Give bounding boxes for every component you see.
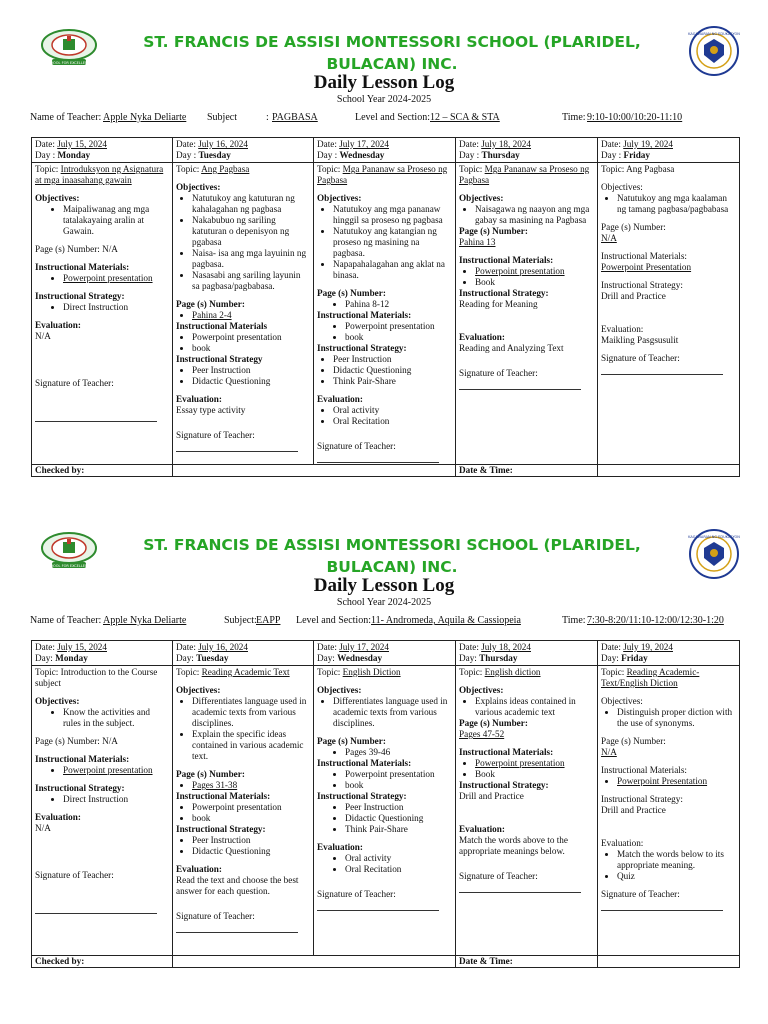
material-item: • Powerpoint presentation <box>192 332 310 343</box>
strategy-item: • Peer Instruction <box>192 835 310 846</box>
strategy-item: • Peer Instruction <box>192 365 310 376</box>
strategy-label: Instructional Strategy: <box>35 291 125 301</box>
materials-label: Instructional Materials: <box>35 262 130 272</box>
material-item: • book <box>345 780 452 791</box>
signature-label: Signature of Teacher: <box>317 441 396 451</box>
strategy-label: Instructional Strategy: <box>317 343 407 353</box>
level-value: 12 – SCA & STA <box>430 112 500 123</box>
strategy-label: Instructional Strategy: <box>459 780 549 790</box>
topic: Topic: Ang Pagbasa <box>176 164 250 174</box>
strategy-item: • Didactic Questioning <box>345 813 452 824</box>
signature-label: Signature of Teacher: <box>459 871 538 881</box>
evaluation-value: Read the text and choose the best answer for each question. <box>176 875 299 896</box>
date-value: July 16, 2024 <box>198 139 248 149</box>
objective-item: • Natutukoy ang mga pananaw hinggil sa proseso ng pagbasa <box>333 204 452 226</box>
date-cell: Date: July 17, 2024 Day: Wednesday <box>314 641 456 666</box>
day-value: Friday <box>623 150 650 160</box>
signature-label: Signature of Teacher: <box>601 889 680 899</box>
objectives-label: Objectives: <box>317 193 362 203</box>
content-row <box>32 163 740 465</box>
friday-cell <box>598 666 740 956</box>
day-value: Wednesday <box>339 150 385 160</box>
evaluation-label: Evaluation: <box>317 842 363 852</box>
page-number-value: • Pahina 2-4 <box>192 310 310 321</box>
evaluation-value: Maikling Pasgsusulit <box>601 335 679 345</box>
signature-line <box>601 900 723 911</box>
objective-item: • Natutukoy ang mga kaalaman ng tamang pagbasa/pagbabasa <box>617 193 736 215</box>
evaluation-label: Evaluation: <box>35 812 81 822</box>
material-item: • book <box>192 813 310 824</box>
evaluation-value: Essay type activity <box>176 405 246 415</box>
evaluation-item: • Oral activity <box>345 853 452 864</box>
time-label: Time: <box>562 615 586 626</box>
subject-label: Subject: <box>224 615 257 626</box>
materials-label: Instructional Materials: <box>35 754 130 764</box>
signature-line <box>317 900 439 911</box>
teacher-label: Name of Teacher: <box>30 112 102 123</box>
date-cell: Date: July 16, 2024 Day : Tuesday <box>173 138 314 163</box>
evaluation-item: • Oral activity <box>333 405 452 416</box>
material-item: • Powerpoint presentation <box>63 765 169 776</box>
objective-item: • Naisa- isa ang mga layuinin ng pagbasa. <box>192 248 310 270</box>
objective-item: • Napapahalagahan ang aklat na binasa. <box>333 259 452 281</box>
left-seal-text: SCHOOL FOR EXCELLENCE <box>45 61 93 65</box>
day-value: Monday <box>55 653 88 663</box>
page-title: Daily Lesson Log <box>313 72 455 93</box>
date-cell: Date: July 15, 2024 Day: Monday <box>32 641 173 666</box>
objectives-label: Objectives: <box>35 696 80 706</box>
strategy-label: Instructional Strategy <box>176 354 263 364</box>
date-cell: Date: July 16, 2024 Day: Tuesday <box>173 641 314 666</box>
date-value: July 17, 2024 <box>339 139 389 149</box>
strategy-label: Instructional Strategy: <box>35 783 125 793</box>
evaluation-value: Reading and Analyzing Text <box>459 343 564 353</box>
evaluation-value: N/A <box>35 823 51 833</box>
evaluation-label: Evaluation: <box>317 394 363 404</box>
checked-by-label: Checked by: <box>32 956 173 968</box>
page-number-value: • Pages 31-38 <box>192 780 310 791</box>
page-number-label: Page (s) Number: <box>601 736 666 746</box>
date-value: July 18, 2024 <box>481 139 531 149</box>
objectives-label: Objectives: <box>176 182 221 192</box>
wednesday-cell <box>314 163 456 465</box>
thursday-cell <box>456 666 598 956</box>
material-item: • Powerpoint presentation <box>345 769 452 780</box>
signature-line <box>176 922 298 933</box>
strategy-item: • Peer Instruction <box>345 802 452 813</box>
page-number-value: • Pahina 8-12 <box>345 299 452 310</box>
materials-label: Instructional Materials: <box>317 758 412 768</box>
date-row <box>32 138 740 163</box>
teacher-name: Apple Nyka Deliarte <box>103 112 187 123</box>
evaluation-label: Evaluation: <box>459 332 505 342</box>
topic: Topic: Mga Pananaw sa Proseso ng Pagbasa <box>459 164 590 185</box>
signature-label: Signature of Teacher: <box>459 368 538 378</box>
materials-label: Instructional Materials <box>176 321 268 331</box>
school-header <box>0 525 768 575</box>
strategy-value: Reading for Meaning <box>459 299 538 309</box>
signature-label: Signature of Teacher: <box>35 378 114 388</box>
objectives-label: Objectives: <box>459 685 504 695</box>
lesson-log-table <box>31 640 740 968</box>
subject-value: PAGBASA <box>272 112 318 123</box>
strategy-item: • Direct Instruction <box>63 794 169 805</box>
signature-label: Signature of Teacher: <box>601 353 680 363</box>
strategy-label: Instructional Strategy: <box>601 794 683 804</box>
objectives-label: Objectives: <box>317 685 362 695</box>
time-value: 9:10-10:00/10:20-11:10 <box>587 112 683 123</box>
materials-label: Instructional Materials: <box>601 765 687 775</box>
day-value: Monday <box>57 150 91 160</box>
date-value: July 18, 2024 <box>481 642 531 652</box>
school-name: ST. FRANCIS DE ASSISI MONTESSORI SCHOOL (PLARIDEL, BULACAN) INC. <box>143 33 641 73</box>
objective-item: • Naisagawa ng naayon ang mga gabay sa masining na Pagbasa <box>475 204 594 226</box>
signature-line <box>35 411 157 422</box>
strategy-item: • Think Pair-Share <box>333 376 452 387</box>
objectives-label: Objectives: <box>459 193 504 203</box>
deped-seal-icon <box>688 528 740 580</box>
signature-label: Signature of Teacher: <box>176 911 255 921</box>
tuesday-cell <box>173 666 314 956</box>
strategy-label: Instructional Strategy: <box>317 791 407 801</box>
strategy-item: • Didactic Questioning <box>192 846 310 857</box>
day-value: Thursday <box>481 150 520 160</box>
teacher-name: Apple Nyka Deliarte <box>103 615 187 626</box>
date-cell: Date: July 19, 2024 Day: Friday <box>598 641 740 666</box>
date-time-field <box>598 956 740 968</box>
page-number-label: Page (s) Number: <box>317 736 386 746</box>
date-time-label: Date & Time: <box>456 956 598 968</box>
content-row <box>32 666 740 956</box>
materials-label: Instructional Materials: <box>176 791 271 801</box>
date-row <box>32 641 740 666</box>
signature-line <box>176 441 298 452</box>
thursday-cell <box>456 163 598 465</box>
day-value: Wednesday <box>337 653 383 663</box>
evaluation-label: Evaluation: <box>601 838 644 848</box>
material-item: • Powerpoint presentation <box>475 758 594 769</box>
material-value: Powerpoint Presentation <box>601 262 692 272</box>
checked-by-field <box>173 956 456 968</box>
strategy-value: Drill and Practice <box>601 805 666 815</box>
materials-label: Instructional Materials: <box>459 747 554 757</box>
objective-item: • Natutukoy ang katuturan ng kahalagahan ng pagbasa <box>192 193 310 215</box>
date-cell: Date: July 18, 2024 Day: Thursday <box>456 641 598 666</box>
tuesday-cell <box>173 163 314 465</box>
subject-separator: : <box>266 112 269 123</box>
strategy-item: • Didactic Questioning <box>192 376 310 387</box>
level-label: Level and Section: <box>296 615 371 626</box>
footer-row <box>32 956 740 968</box>
page-number-label: Page (s) Number: <box>459 718 528 728</box>
friday-cell <box>598 163 740 465</box>
signature-label: Signature of Teacher: <box>176 430 255 440</box>
level-label: Level and Section: <box>355 112 430 123</box>
day-value: Tuesday <box>198 150 231 160</box>
checked-by-label: Checked by: <box>32 465 173 477</box>
page-number-value: Pages 47-52 <box>459 729 505 739</box>
deped-seal-icon <box>688 25 740 77</box>
date-value: July 16, 2024 <box>198 642 248 652</box>
footer-row <box>32 465 740 477</box>
date-value: July 17, 2024 <box>339 642 389 652</box>
topic: Topic: Mga Pananaw sa Proseso ng Pagbasa <box>317 164 448 185</box>
date-value: July 19, 2024 <box>623 642 673 652</box>
objective-item: • Natutukoy ang katangian ng proseso ng masining na pagbasa. <box>333 226 452 259</box>
school-header <box>0 22 768 72</box>
date-cell: Date: July 15, 2024 Day : Monday <box>32 138 173 163</box>
evaluation-item: • Match the words below to its appropriate meaning. <box>617 849 736 871</box>
objective-item: • Explain the specific ideas contained in various academic text. <box>192 729 310 762</box>
topic: Topic: English Diction <box>317 667 401 677</box>
page-number-value: N/A <box>601 747 617 757</box>
material-item: • Powerpoint presentation <box>63 273 169 284</box>
signature-line <box>35 903 157 914</box>
objective-item: • Explains ideas contained in various academic text <box>475 696 594 718</box>
material-item: • Powerpoint Presentation <box>617 776 736 787</box>
objective-item: • Maipaliwanag ang mga tatalakayaing aralin at Gawain. <box>63 204 169 237</box>
strategy-value: Drill and Practice <box>459 791 524 801</box>
evaluation-label: Evaluation: <box>459 824 505 834</box>
strategy-item: • Didactic Questioning <box>333 365 452 376</box>
date-cell: Date: July 19, 2024 Day : Friday <box>598 138 740 163</box>
date-time-field <box>598 465 740 477</box>
objective-item: • Distinguish proper diction with the use of synonyms. <box>617 707 736 729</box>
signature-line <box>459 379 581 390</box>
day-value: Thursday <box>479 653 518 663</box>
material-item: • Book <box>475 769 594 780</box>
subject-value: EAPP <box>256 615 281 626</box>
lesson-info-row <box>30 615 742 629</box>
evaluation-value: N/A <box>35 331 51 341</box>
page-number: Page (s) Number: N/A <box>35 244 118 254</box>
materials-label: Instructional Materials: <box>459 255 554 265</box>
objective-item: • Differentiates language used in academic texts from various disciplines. <box>192 696 310 729</box>
subject-label: Subject <box>207 112 237 123</box>
evaluation-value: Match the words above to the appropriate meanings below. <box>459 835 568 856</box>
evaluation-label: Evaluation: <box>176 864 222 874</box>
day-value: Friday <box>621 653 648 663</box>
evaluation-item: • Oral Recitation <box>345 864 452 875</box>
signature-line <box>601 364 723 375</box>
monday-cell <box>32 666 173 956</box>
objective-item: • Differentiates language used in academic texts from various disciplines. <box>333 696 452 729</box>
signature-label: Signature of Teacher: <box>317 889 396 899</box>
objectives-label: Objectives: <box>176 685 221 695</box>
objective-item: • Know the activities and rules in the subject. <box>63 707 169 729</box>
checked-by-field <box>173 465 456 477</box>
time-value: 7:30-8:20/11:10-12:00/12:30-1:20 <box>587 615 724 626</box>
page-number-label: Page (s) Number: <box>176 769 245 779</box>
strategy-label: Instructional Strategy: <box>459 288 549 298</box>
day-value: Tuesday <box>196 653 229 663</box>
school-year: School Year 2024-2025 <box>336 597 432 608</box>
strategy-label: Instructional Strategy: <box>601 280 683 290</box>
page-title: Daily Lesson Log <box>313 575 455 596</box>
school-seal-icon <box>40 27 98 67</box>
signature-line <box>459 882 581 893</box>
monday-cell <box>32 163 173 465</box>
page-number-label: Page (s) Number: <box>459 226 528 236</box>
material-item: • book <box>192 343 310 354</box>
evaluation-label: Evaluation: <box>176 394 222 404</box>
date-value: July 15, 2024 <box>57 139 107 149</box>
strategy-value: Drill and Practice <box>601 291 666 301</box>
objectives-label: Objectives: <box>601 696 643 706</box>
time-label: Time: <box>562 112 586 123</box>
materials-label: Instructional Materials: <box>601 251 687 261</box>
lesson-info-row <box>30 112 742 126</box>
topic: Topic: English diction <box>459 667 541 677</box>
lesson-log-table <box>31 137 740 477</box>
topic: Topic: Introduction to the Course subject <box>35 667 158 688</box>
date-cell: Date: July 17, 2024 Day : Wednesday <box>314 138 456 163</box>
materials-label: Instructional Materials: <box>317 310 412 320</box>
page-number-label: Page (s) Number: <box>176 299 245 309</box>
school-seal-icon <box>40 530 98 570</box>
topic: Topic: Introduksyon ng Asignatura at mga inaasahang gawain <box>35 164 164 185</box>
page-number-label: Page (s) Number: <box>601 222 666 232</box>
strategy-label: Instructional Strategy: <box>176 824 266 834</box>
material-item: • Book <box>475 277 594 288</box>
strategy-item: • Direct Instruction <box>63 302 169 313</box>
date-value: July 15, 2024 <box>57 642 107 652</box>
date-time-label: Date & Time: <box>456 465 598 477</box>
strategy-item: • Peer Instruction <box>333 354 452 365</box>
topic: Topic: Reading Academic-Text/English Diction <box>601 667 700 688</box>
strategy-item: • Think Pair-Share <box>345 824 452 835</box>
material-item: • Powerpoint presentation <box>345 321 452 332</box>
date-value: July 19, 2024 <box>623 139 673 149</box>
right-seal-text: KAGAWARAN NG EDUKASYON <box>688 535 740 539</box>
page-number-value: • Pages 39-46 <box>345 747 452 758</box>
objective-item: • Nasasabi ang sariling layunin sa pagbasa/pagbabasa. <box>192 270 310 292</box>
page-number-label: Page (s) Number: <box>317 288 386 298</box>
level-value: 11- Andromeda, Aquila & Cassiopeia <box>371 615 521 626</box>
page-number-value: Pahina 13 <box>459 237 496 247</box>
objectives-label: Objectives: <box>35 193 80 203</box>
wednesday-cell <box>314 666 456 956</box>
objectives-label: Objectives: <box>601 182 643 192</box>
date-cell: Date: July 18, 2024 Day : Thursday <box>456 138 598 163</box>
evaluation-label: Evaluation: <box>601 324 644 334</box>
material-item: • book <box>345 332 452 343</box>
teacher-label: Name of Teacher: <box>30 615 102 626</box>
school-name: ST. FRANCIS DE ASSISI MONTESSORI SCHOOL (PLARIDEL, BULACAN) INC. <box>143 536 641 576</box>
topic: Topic: Reading Academic Text <box>176 667 290 677</box>
topic: Topic: Ang Pagbasa <box>601 164 675 174</box>
material-item: • Powerpoint presentation <box>475 266 594 277</box>
page-number: Page (s) Number: N/A <box>35 736 118 746</box>
left-seal-text: SCHOOL FOR EXCELLENCE <box>45 564 93 568</box>
right-seal-text: KAGAWARAN NG EDUKASYON <box>688 32 740 36</box>
signature-label: Signature of Teacher: <box>35 870 114 880</box>
evaluation-label: Evaluation: <box>35 320 81 330</box>
signature-line <box>317 452 439 463</box>
material-item: • Powerpoint presentation <box>192 802 310 813</box>
evaluation-item: • Oral Recitation <box>333 416 452 427</box>
evaluation-item: • Quiz <box>617 871 736 882</box>
page-number-value: N/A <box>601 233 617 243</box>
objective-item: • Nakabubuo ng sariling katuturan o depenisyon ng pgabasa <box>192 215 310 248</box>
school-year: School Year 2024-2025 <box>336 94 432 105</box>
